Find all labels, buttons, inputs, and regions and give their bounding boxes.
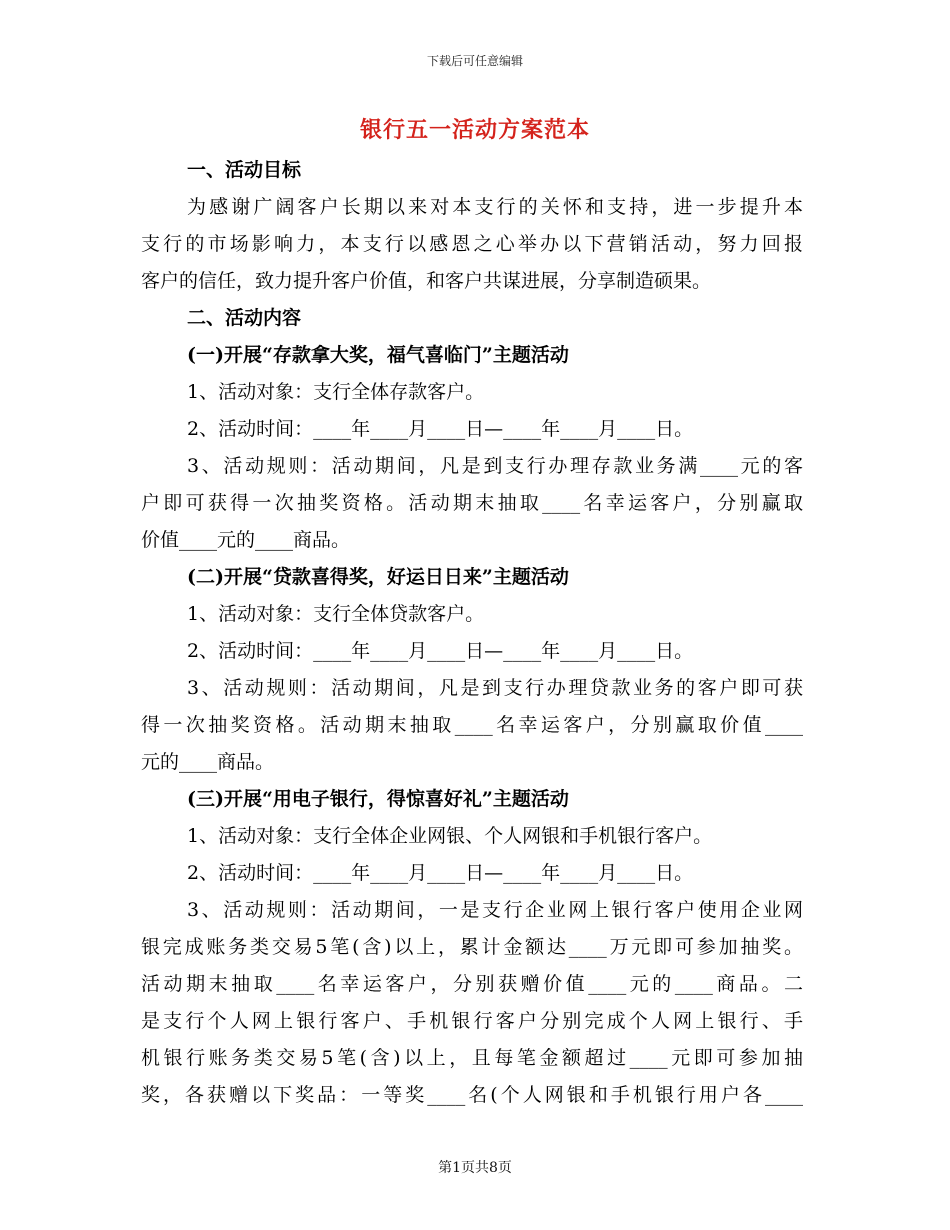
paragraph-line: 1、活动对象：支行全体存款客户。 [187,381,485,403]
paragraph-line: 1、活动对象：支行全体企业网银、个人网银和手机银行客户。 [187,825,713,847]
page-footer: 第1页共8页 [438,1160,512,1176]
section-heading: (三)开展“用电子银行，得惊喜好礼”主题活动 [187,788,569,810]
paragraph-line: 3、活动规则：活动期间，一是支行企业网上银行客户使用企业网 [187,899,803,921]
paragraph-line: 3、活动规则：活动期间，凡是到支行办理贷款业务的客户即可获 [187,677,803,699]
paragraph-line: 机银行账务类交易5笔(含)以上，且每笔金额超过____元即可参加抽 [141,1047,803,1069]
paragraph-line: 是支行个人网上银行客户、手机银行客户分别完成个人网上银行、手 [141,1010,803,1032]
paragraph-line: 元的____商品。 [141,751,275,773]
paragraph-line: 银完成账务类交易5笔(含)以上，累计金额达____万元即可参加抽奖。 [141,936,803,958]
header-note: 下载后可任意编辑 [426,54,523,68]
section-heading: 二、活动内容 [187,307,302,329]
paragraph-line: 支行的市场影响力，本支行以感恩之心举办以下营销活动，努力回报 [141,233,803,255]
paragraph-line: 客户的信任，致力提升客户价值，和客户共谋进展，分享制造硕果。 [141,270,712,292]
paragraph-line: 为感谢广阔客户长期以来对本支行的关怀和支持，进一步提升本 [187,196,803,218]
section-heading: (二)开展“贷款喜得奖，好运日日来”主题活动 [187,566,569,588]
document-body [141,152,803,1114]
paragraph-line: 活动期末抽取____名幸运客户，分别获赠价值____元的____商品。二 [141,973,803,995]
paragraph-line: 1、活动对象：支行全体贷款客户。 [187,603,485,625]
section-heading: 一、活动目标 [187,159,302,181]
paragraph-line: 价值____元的____商品。 [141,529,351,551]
section-heading: (一)开展“存款拿大奖，福气喜临门”主题活动 [187,344,569,366]
paragraph-line: 2、活动时间：____年____月____日—____年____月____日。 [187,862,694,884]
paragraph-line: 3、活动规则：活动期间，凡是到支行办理存款业务满____元的客 [187,455,803,477]
paragraph-line: 户即可获得一次抽奖资格。活动期末抽取____名幸运客户，分别赢取 [141,492,803,514]
paragraph-line: 得一次抽奖资格。活动期末抽取____名幸运客户，分别赢取价值____ [141,714,803,736]
paragraph-line: 奖，各获赠以下奖品：一等奖____名(个人网银和手机银行用户各____ [141,1084,803,1106]
paragraph-line: 2、活动时间：____年____月____日—____年____月____日。 [187,640,694,662]
document-title: 银行五一活动方案范本 [359,117,590,143]
paragraph-line: 2、活动时间：____年____月____日—____年____月____日。 [187,418,694,440]
